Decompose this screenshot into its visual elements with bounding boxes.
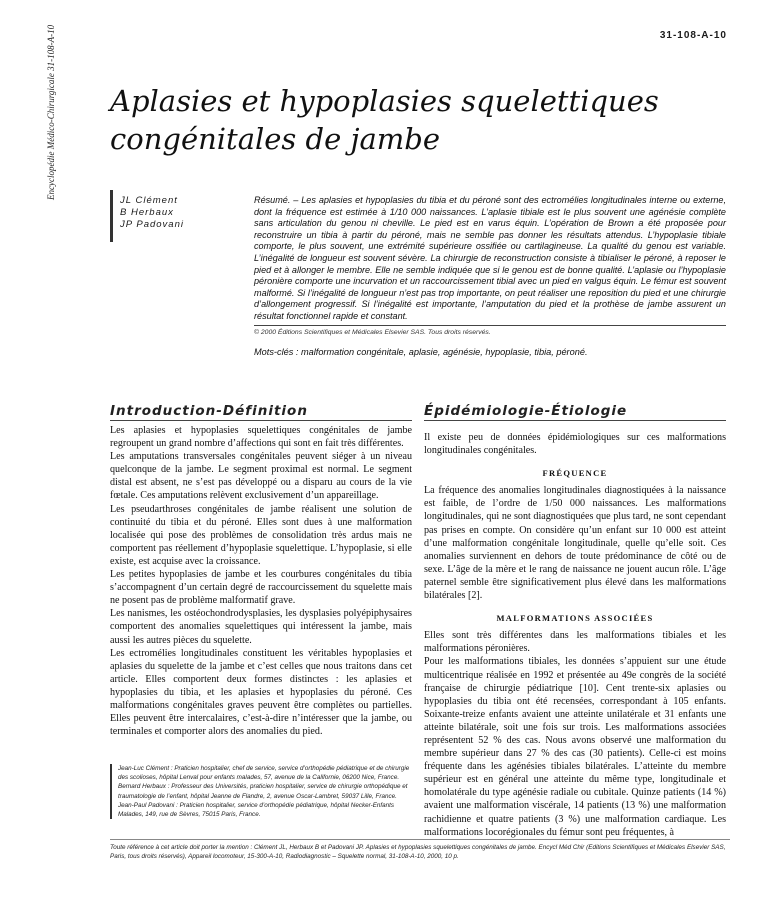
epidemiology-intro: Il existe peu de données épidémiologiques sur ces malformations longitudinales congénitales. xyxy=(424,432,726,457)
intro-paragraph: Les amputations transversales congénitales peuvent siéger à un niveau quelconque de la jambe. Le segment proximal est normal. Le segment distal est absent, ne s’est pas développé ou a disparu au cours de la vie fœtale. Ces amputations relèvent exclusivement d’un appareillage. xyxy=(110,451,412,502)
article-title xyxy=(110,82,710,158)
title-line-2: congénitales de jambe xyxy=(110,122,440,156)
citation-footer: Toute référence à cet article doit porter la mention : Clément JL, Herbaux B et Padovani JP. Aplasies et hypoplasies squelettiques congénitales de jambe. Encycl Méd Chir (Editions Scientifiques et Médicales Elsevier SAS, Paris, tous droits réservés), Appareil locomoteur, 15-300-A-10, Radiodiagnostic – Squelette normal, 31-108-A-10, 2000, 10 p. xyxy=(110,844,726,860)
affiliation-2: Bernard Herbaux : Professeur des Universités, praticien hospitalier, service de chirurgie orthopédique et traumatologie de l’enfant, hôpital Jeanne de Flandre, 2, avenue Oscar-Lambret, 59037 Lille, France. xyxy=(118,783,408,800)
section-heading-epidemiology: Épidémiologie-Étiologie xyxy=(424,403,628,419)
abstract-rule xyxy=(254,325,726,326)
section-rule-right xyxy=(424,420,726,421)
left-column xyxy=(110,424,412,738)
intro-paragraph: Les aplasies et hypoplasies squelettiques congénitales de jambe regroupent un grand nombre d’affections qui sont en fait très différentes. xyxy=(110,425,412,450)
authors-bar xyxy=(110,190,113,242)
associated-paragraph-1: Elles sont très différentes dans les malformations tibiales et les malformations péronières. xyxy=(424,630,726,655)
subheading-frequency: FRÉQUENCE xyxy=(542,468,608,479)
keywords: Mots-clés : malformation congénitale, aplasie, agénésie, hypoplasie, tibia, péroné. xyxy=(254,347,588,357)
author-list xyxy=(120,195,184,231)
intro-paragraph: Les petites hypoplasies de jambe et les courbures congénitales du tibia s’accompagnent d’un certain degré de raccourcissement du squelette mais ne posent pas de problème malformatif grave. xyxy=(110,569,412,607)
right-column xyxy=(424,431,726,839)
reference-code: 31-108-A-10 xyxy=(659,30,727,41)
journal-side-text: Encyclopédie Médico-Chirurgicale 31-108-A-10 xyxy=(46,24,56,200)
author-2: B Herbaux xyxy=(120,207,174,218)
frequency-text: La fréquence des anomalies longitudinales diagnostiquées à la naissance est faible, de l’ordre de 1/50 000 naissances. Les malformations longitudinales, qui ne sont diagnostiquées que plus tard, ne sont cependant pas prises en compte. On considère qu’un enfant sur 10 000 est atteint d’une malformation congénitale longitudinale, quelle qu’elle soit. Ces anomalies surviennent en dehors de toute prédominance de côté ou de sexe. L’âge de la mère et le rang de naissance ne jouent aucun rôle. L’âge paternel semble être significativement plus élevé dans les malformations bilatérales [2]. xyxy=(424,485,726,602)
section-heading-introduction: Introduction-Définition xyxy=(110,403,308,419)
associated-paragraph-2: Pour les malformations tibiales, les données s’appuient sur une étude multicentrique réalisée en 1992 et présentée au 49e congrès de la société française de chirurgie pédiatrique [10]. Cent trente-six aplasies ou hypoplasies du tibia ont été recensées, correspondant à 105 enfants. Soixante-treize enfants avaient une atteinte unilatérale et 31 enfants une atteinte bilatérale, soit une fois sur trois. Les malformations associées représentent 52 % des cas. Nous avons observé une malformation du membre supérieur dans 27 % des cas (30 patients). Celle-ci est moins fréquente dans les agénésies tibiales bilatérales. L’atteinte du membre supérieur est en général une atteinte du même type, longitudinale et homolatérale du type agénésie radiale ou cubitale. Quinze patients (14 %) avaient une malformation viscérale, 14 patients (13 %) une malformation rachidienne et quatre patients (3 %) une malformation cardiaque. Les malformations locorégionales du fémur sont peu fréquentes, à xyxy=(424,656,726,838)
section-rule-left xyxy=(110,420,412,421)
footer-rule xyxy=(110,839,730,840)
subheading-associated-malformations: MALFORMATIONS ASSOCIÉES xyxy=(496,613,654,624)
journal-side-label xyxy=(40,24,68,200)
intro-paragraph: Les pseudarthroses congénitales de jambe réalisent une solution de continuité du tibia et du péroné. Elles sont dues à une malformation localisée qui pose des problèmes de consolidation très ardus mais ne comportent pas réellement d’hypoplasie squelettique. L’hypoplasie, si elle existe, est acquise avec la croissance. xyxy=(110,503,412,567)
abstract: Résumé. – Les aplasies et hypoplasies du tibia et du péroné sont des ectromélies longitudinales interne ou externe, dont la fréquence est estimée à 1/10 000 naissances. L’aplasie tibiale est le plus souvent une agénésie complète sans articulation du genou ni cheville. Le pied est en varus équin. L’opération de Brown a été proposée pour reconstruire un tibia à partir du péroné, mais ne semble pas donner les résultats attendus. L’hypoplasie tibiale comporte, le plus souvent, une extrémité supérieure ossifiée ou cartilagineuse. La qualité du genou est variable. L’inégalité de longueur est souvent sévère. La chirurgie de reconstruction consiste à tibialiser le péroné, à reposer le pied et à allonger le membre. Elle ne semble indiquée que si le genou est de bonne qualité. L’aplasie ou l’hypoplasie péronière comporte une incurvation et un raccourcissement tibial avec un pied en valgus équin. Le fémur est souvent malformé. Si l’inégalité de longueur n’est pas trop importante, on peut réaliser une reposition du pied et une chirurgie d’allongement progressif. Si l’inégalité est importante, l’amputation du pied et la prothèse de jambe assurent un résultat fonctionnel rapide et constant. xyxy=(254,195,726,321)
author-1: JL Clément xyxy=(120,195,178,206)
affiliation-1: Jean-Luc Clément : Praticien hospitalier, chef de service, service d’orthopédie pédiatrique et de chirurgie des scolioses, hôpital Lenval pour enfants malades, 57, avenue de la Californie, 06200 Nice, France. xyxy=(118,765,410,782)
copyright: © 2000 Éditions Scientifiques et Médicales Elsevier SAS. Tous droits réservés. xyxy=(254,329,491,336)
affiliation-3: Jean-Paul Padovani : Praticien hospitalier, service d’orthopédie pédiatrique, hôpital Necker-Enfants Malades, 149, rue de Sèvres, 75015 Paris, France. xyxy=(118,801,395,819)
author-affiliations xyxy=(110,764,414,819)
title-line-1: Aplasies et hypoplasies squelettiques xyxy=(110,84,659,118)
intro-paragraph: Les nanismes, les ostéochondrodysplasies, les dysplasies polyépiphysaires comportent des anomalies squelettiques qui intéressent la jambe, mais aussi les autres pièces du squelette. xyxy=(110,608,412,646)
intro-paragraph: Les ectromélies longitudinales constituent les véritables hypoplasies et aplasies du squelette de la jambe et c’est celles que nous traitons dans cet article. Elles comportent deux formes distinctes : les aplasies et hypoplasies du tibia, et les aplasies et hypoplasies du péroné. Ces malformations congénitales graves peuvent être complètes ou partielles. Elles peuvent être intercalaires, c’est-à-dire n’intéresser que la jambe, ou terminales et comporter alors des anomalies du pied. xyxy=(110,647,412,738)
author-3: JP Padovani xyxy=(120,219,184,230)
